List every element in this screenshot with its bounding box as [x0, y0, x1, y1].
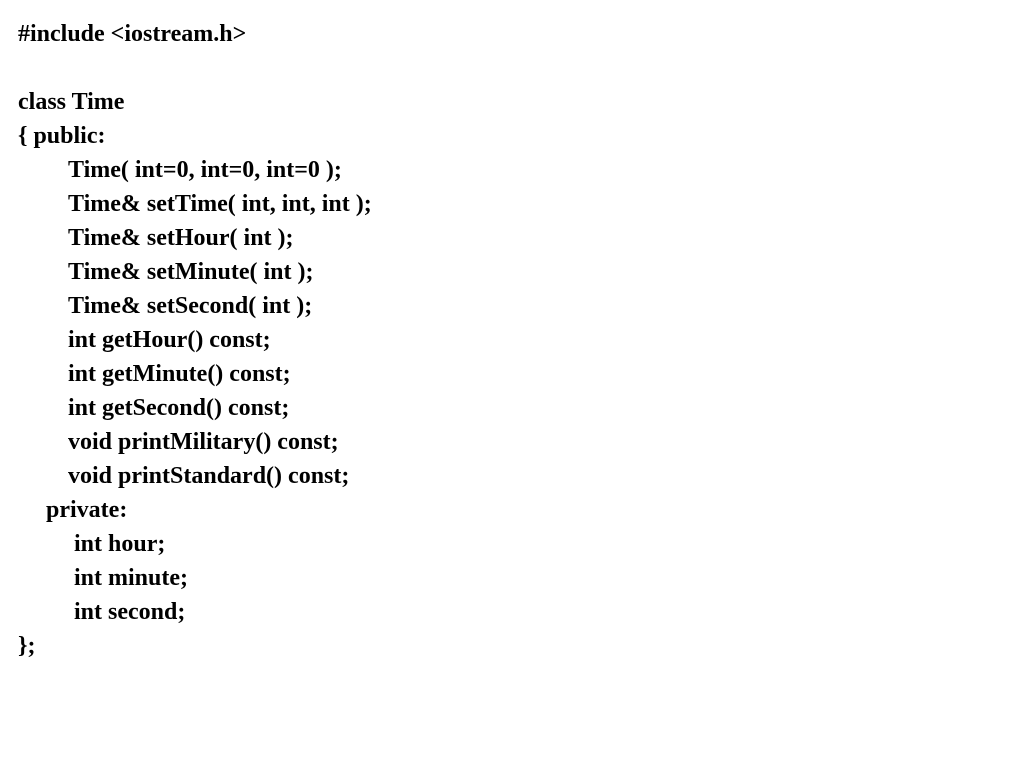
- public-member-line: Time& setMinute( int );: [68, 259, 314, 285]
- public-access-specifier: { public:: [18, 123, 106, 149]
- public-member-line: void printMilitary() const;: [68, 429, 339, 455]
- blank-line: [18, 51, 998, 85]
- code-listing: [18, 17, 998, 663]
- private-member-line: int hour;: [74, 531, 166, 557]
- public-member-line: Time& setSecond( int );: [68, 293, 313, 319]
- include-directive: #include <iostream.h>: [18, 21, 247, 47]
- public-member-line: Time& setHour( int );: [68, 225, 294, 251]
- public-member-line: void printStandard() const;: [68, 463, 350, 489]
- private-access-specifier: private:: [46, 497, 128, 523]
- public-member-line: int getSecond() const;: [68, 395, 290, 421]
- public-member-line: Time& setTime( int, int, int );: [68, 191, 372, 217]
- private-member-line: int second;: [74, 599, 186, 625]
- private-member-line: int minute;: [74, 565, 188, 591]
- class-declaration: class Time: [18, 89, 125, 115]
- class-closing-brace: };: [18, 633, 36, 659]
- public-member-line: Time( int=0, int=0, int=0 );: [68, 157, 342, 183]
- public-member-line: int getMinute() const;: [68, 361, 291, 387]
- public-member-line: int getHour() const;: [68, 327, 271, 353]
